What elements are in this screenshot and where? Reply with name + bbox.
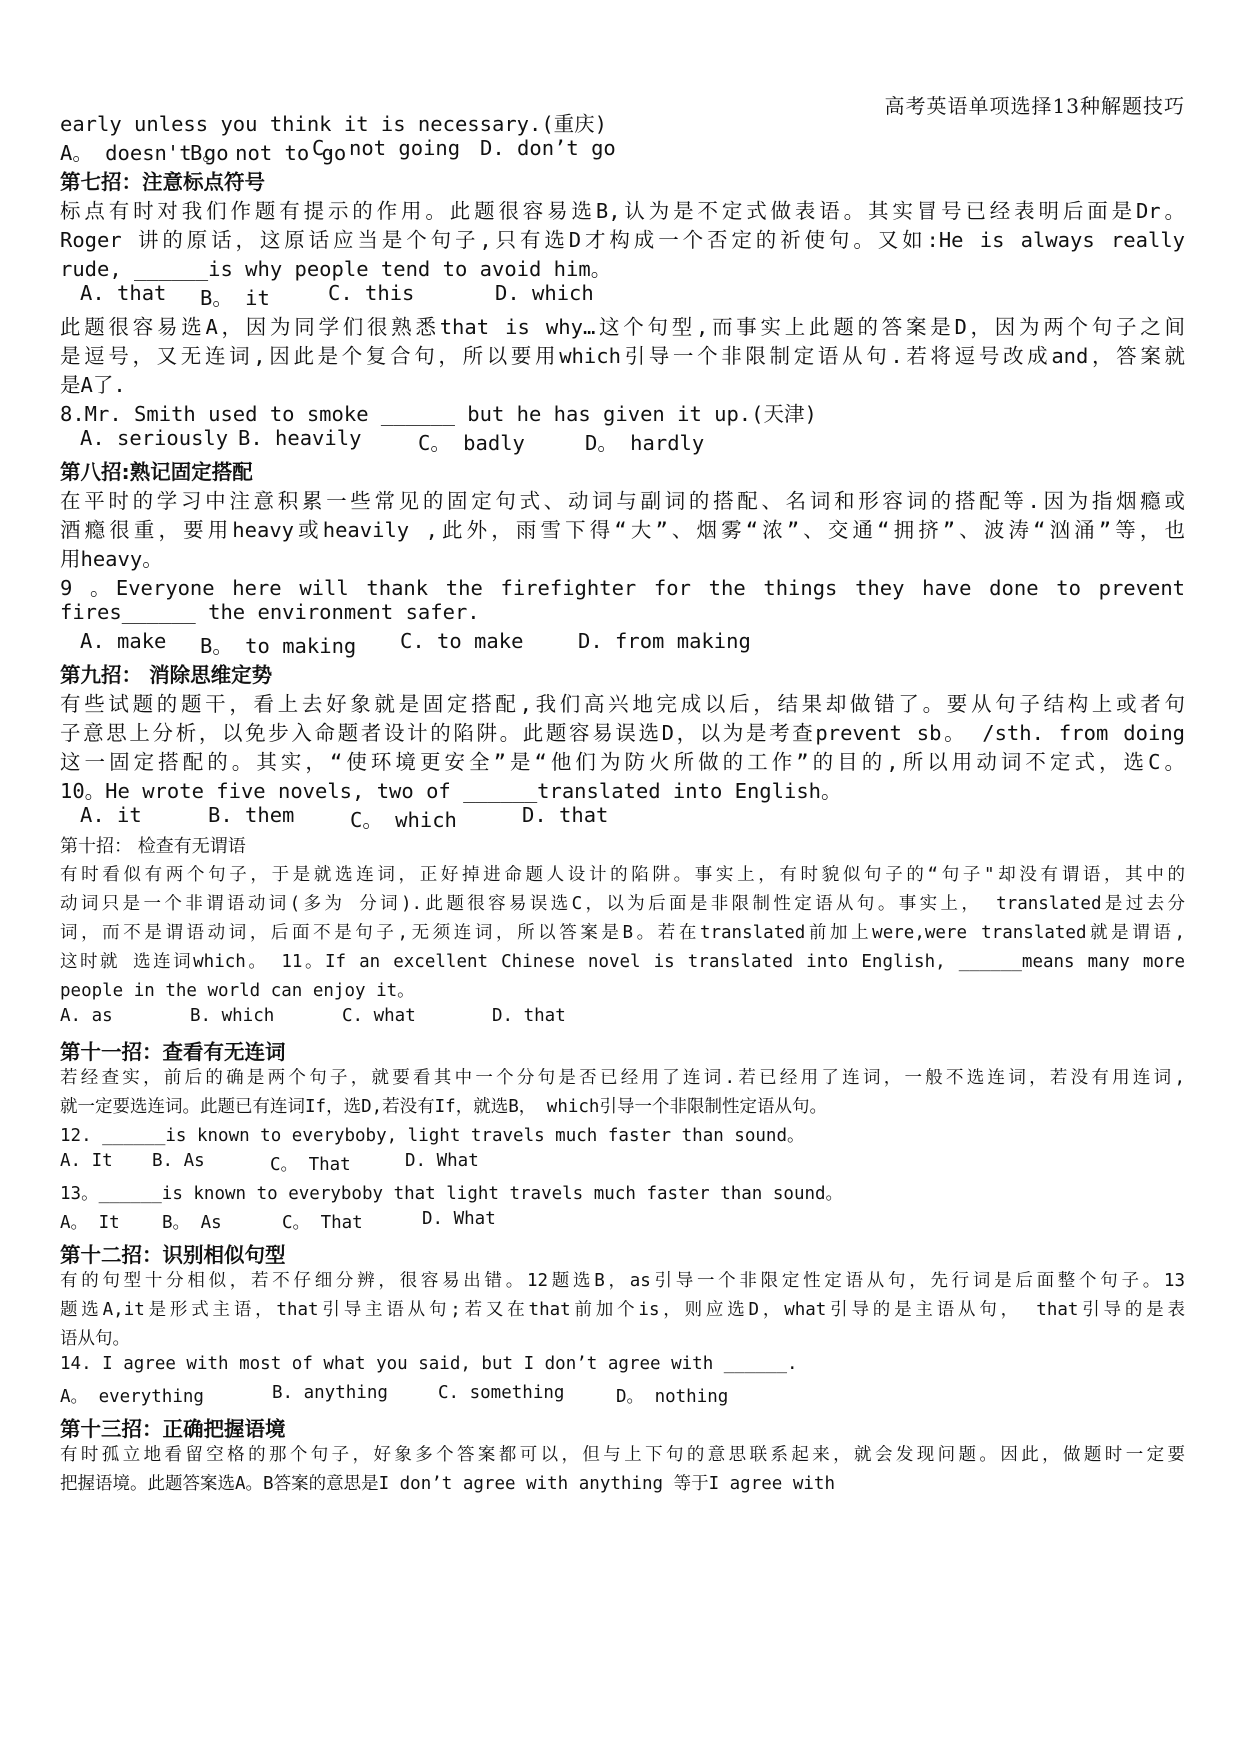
answer-option: A. as	[60, 1006, 113, 1026]
text-line: 就一定要选连词。此题已有连词If，选D,若没有If，就选B， which引导一个非限制性定语从句。	[60, 1097, 827, 1117]
answer-option: C. to make	[400, 629, 524, 653]
text-line: 这一固定搭配的。其实，“使环境更安全”是“他们为防火所做的工作”的目的,所以用动词不定式，选C。	[60, 750, 1185, 774]
text-line: early unless you think it is necessary.(重庆)	[60, 112, 608, 136]
section-heading: 第十招： 检查有无谓语	[60, 836, 246, 857]
text-line: 动词只是一个非谓语动词(多为 分词).此题很容易误选C，以为后面是非限制性定语从句。事实上， translated是过去分	[60, 894, 1185, 914]
answer-option: A. it	[80, 803, 142, 827]
answer-option: C. not going	[312, 136, 461, 160]
answer-option: C。 which	[350, 808, 457, 832]
text-line: Roger 讲的原话，这原话应当是个句子,只有选D才构成一个否定的祈使句。又如:He is always really	[60, 228, 1185, 252]
answer-option: A. seriously	[80, 426, 229, 450]
answer-option: B. As	[152, 1151, 205, 1171]
answer-option: C. what	[342, 1006, 416, 1026]
text-line: 12. ______is known to everyboby, light travels much faster than sound。	[60, 1126, 805, 1146]
text-line: 有的句型十分相似，若不仔细分辨，很容易出错。12题选B，as引导一个非限定性定语从句，先行词是后面整个句子。13	[60, 1271, 1185, 1291]
answer-option: A。 everything	[60, 1387, 204, 1407]
section-heading: 第十二招：识别相似句型	[60, 1243, 286, 1267]
text-line: 是A了.	[60, 373, 126, 397]
section-heading: 第九招： 消除思维定势	[60, 663, 273, 687]
answer-option: D。 hardly	[585, 431, 705, 455]
text-line: 语从句。	[60, 1329, 130, 1349]
text-line: 是逗号，又无连词,因此是个复合句，所以要用which引导一个非限制定语从句.若将逗号改成and，答案就	[60, 344, 1185, 368]
answer-option: C。 That	[282, 1213, 363, 1233]
section-heading: 第七招：注意标点符号	[60, 170, 265, 194]
text-line: 酒瘾很重，要用heavy或heavily ,此外，雨雪下得“大”、烟雾“浓”、交通“拥挤”、波涛“汹涌”等，也	[60, 518, 1185, 542]
answer-option: B. heavily	[238, 426, 362, 450]
text-line: rude, ______is why people tend to avoid him。	[60, 257, 612, 281]
answer-option: D. from making	[578, 629, 751, 653]
answer-option: D. that	[492, 1006, 566, 1026]
text-line: 有些试题的题干，看上去好象就是固定搭配,我们高兴地完成以后，结果却做错了。要从句子结构上或者句	[60, 692, 1185, 716]
section-heading: 第八招:熟记固定搭配	[60, 460, 253, 484]
text-line: 在平时的学习中注意积累一些常见的固定句式、动词与副词的搭配、名词和形容词的搭配等.因为指烟瘾或	[60, 489, 1185, 513]
answer-option: A. make	[80, 629, 167, 653]
text-line: 用heavy。	[60, 547, 163, 571]
answer-option: C. this	[328, 281, 415, 305]
answer-option: A。 It	[60, 1213, 120, 1233]
answer-option: B. which	[190, 1006, 275, 1026]
text-line: 此题很容易选A，因为同学们很熟悉that is why…这个句型,而事实上此题的答案是D，因为两个句子之间	[60, 315, 1185, 339]
answer-option: B。 it	[200, 286, 270, 310]
answer-option: B。 As	[162, 1213, 222, 1233]
text-line: 词，而不是谓语动词，后面不是句子,无须连词，所以答案是B。若在translated前加上were,were translated就是谓语,	[60, 923, 1185, 943]
text-line: 子意思上分析，以免步入命题者设计的陷阱。此题容易误选D，以为是考查prevent sb。 /sth. from doing	[60, 721, 1185, 745]
text-line: 13。______is known to everyboby that light travels much faster than sound。	[60, 1184, 844, 1204]
text-line: 把握语境。此题答案选A。B答案的意思是I don’t agree with anything 等于I agree with	[60, 1474, 836, 1494]
section-heading: 第十一招：查看有无连词	[60, 1040, 286, 1064]
text-line: 8.Mr. Smith used to smoke ______ but he has given it up.(天津)	[60, 402, 817, 426]
answer-option: D. What	[405, 1151, 479, 1171]
answer-option: C。 That	[270, 1155, 351, 1175]
answer-option: A。 doesn't go	[60, 141, 229, 165]
answer-option: D。 nothing	[616, 1387, 729, 1407]
answer-option: D. which	[495, 281, 594, 305]
text-line: 有时孤立地看留空格的那个句子，好象多个答案都可以，但与上下句的意思联系起来，就会发现问题。因此，做题时一定要	[60, 1445, 1185, 1465]
answer-option: A. that	[80, 281, 167, 305]
answer-option: C. something	[438, 1383, 565, 1403]
text-line: 标点有时对我们作题有提示的作用。此题很容易选B,认为是不定式做表语。其实冒号已经表明后面是Dr。	[60, 199, 1185, 223]
answer-option: B。 to making	[200, 634, 357, 658]
section-heading: 第十三招：正确把握语境	[60, 1417, 286, 1441]
text-line: 9 。Everyone here will thank the firefighter for the things they have done to prevent	[60, 576, 1185, 600]
text-line: 这时就 选连词which。 11。If an excellent Chinese novel is translated into English, ______means many more	[60, 952, 1185, 972]
text-line: 若经查实，前后的确是两个句子，就要看其中一个分句是否已经用了连词.若已经用了连词，一般不选连词，若没有用连词,	[60, 1068, 1185, 1088]
answer-option: A. It	[60, 1151, 113, 1171]
text-line: fires______ the environment safer.	[60, 600, 480, 624]
answer-option: B. them	[208, 803, 295, 827]
text-line: 14. I agree with most of what you said, but I don’t agree with ______.	[60, 1354, 798, 1374]
text-line: 有时看似有两个句子，于是就选连词，正好掉进命题人设计的陷阱。事实上，有时貌似句子的“句子"却没有谓语，其中的	[60, 865, 1185, 885]
text-line: people in the world can enjoy it。	[60, 981, 415, 1001]
answer-option: D. What	[422, 1209, 496, 1229]
running-header: 高考英语单项选择13种解题技巧	[884, 94, 1185, 118]
answer-option: C。 badly	[418, 431, 525, 455]
text-line: 题选A,it是形式主语，that引导主语从句;若又在that前加个is，则应选D，what引导的是主语从句， that引导的是表	[60, 1300, 1185, 1320]
answer-option: B. anything	[272, 1383, 388, 1403]
text-line: 10。He wrote five novels, two of ______translated into English。	[60, 779, 842, 803]
answer-option: D. don’t go	[480, 136, 616, 160]
answer-option: B。 not to go	[190, 141, 347, 165]
answer-option: D. that	[522, 803, 609, 827]
